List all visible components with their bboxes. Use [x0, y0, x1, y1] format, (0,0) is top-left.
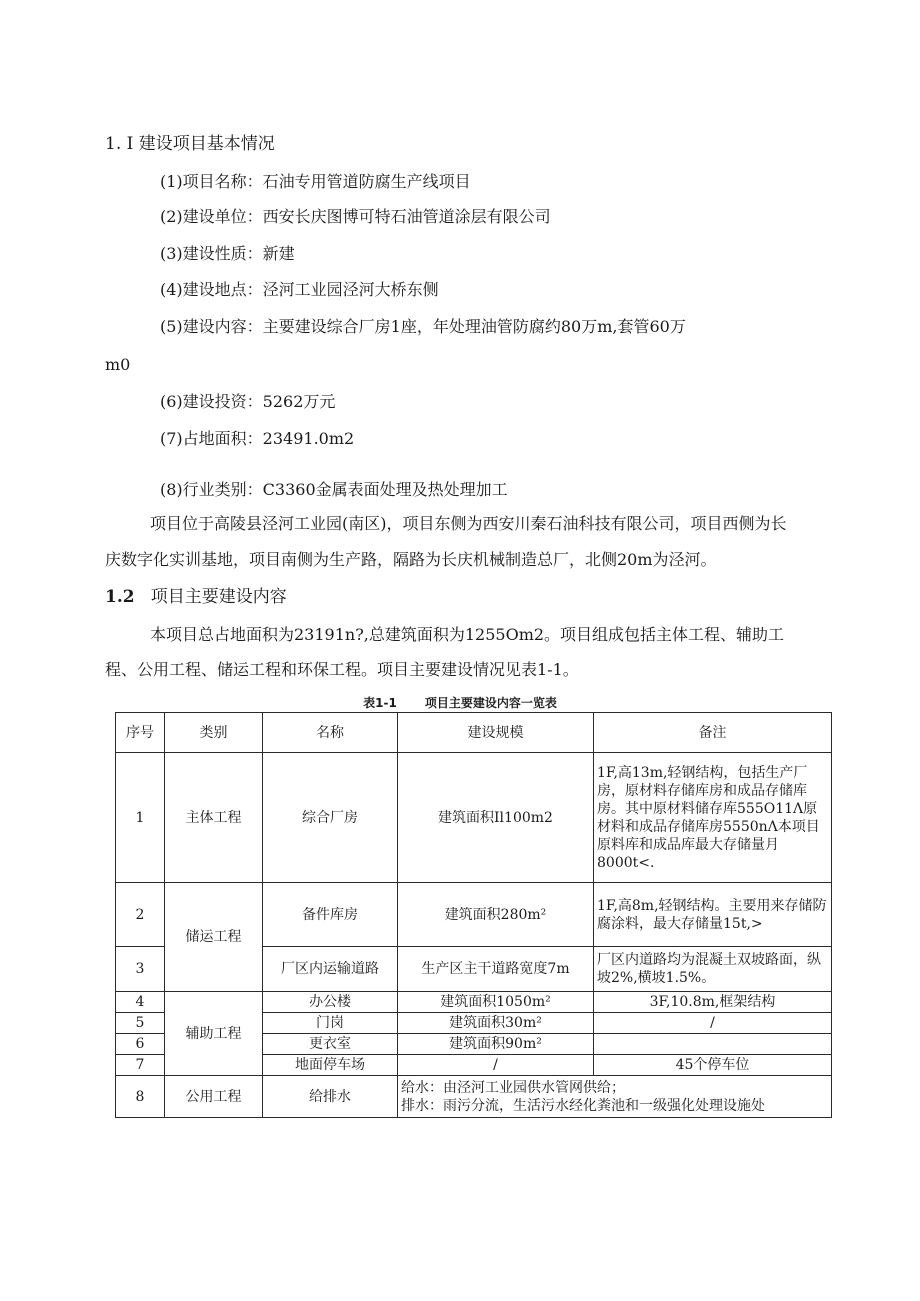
cell-name: 综合厂房 [263, 753, 398, 883]
table-row [116, 992, 832, 1013]
info-item-content: (5)建设内容：主要建设综合厂房1座，年处理油管防腐约80万m,套管60万 [160, 317, 686, 336]
cell-note: 3F,10.8m,框架结构 [594, 992, 832, 1013]
construction-table [115, 712, 832, 1118]
table-row [116, 1076, 832, 1118]
cell-name: 给排水 [263, 1076, 398, 1118]
header-category: 类别 [165, 713, 263, 753]
location-paragraph-line1: 项目位于高陵县泾河工业园(南区)，项目东侧为西安川秦石油科技有限公司，项目西侧为长 [150, 514, 787, 533]
cell-category: 储运工程 [165, 883, 263, 992]
cell-category: 公用工程 [165, 1076, 263, 1118]
cell-note-water-supply: 给水：由泾河工业园供水管网供给； [401, 1079, 625, 1096]
header-name: 名称 [263, 713, 398, 753]
cell-scale: 建筑面积30m² [398, 1013, 594, 1034]
info-item-nature: (3)建设性质：新建 [160, 244, 295, 263]
cell-scale: / [398, 1055, 594, 1076]
cell-note [398, 1076, 832, 1118]
table-row [116, 883, 832, 947]
cell-scale: 建筑面积1050m² [398, 992, 594, 1013]
table-caption-number: 表1-1 [363, 696, 397, 710]
cell-scale: 建筑面积Il100m2 [398, 753, 594, 883]
cell-scale: 建筑面积280m² [398, 883, 594, 947]
header-note: 备注 [594, 713, 832, 753]
cell-no: 3 [116, 947, 165, 992]
cell-no: 5 [116, 1013, 165, 1034]
cell-note: 1F,高13m,轻钢结构，包括生产厂房，原材料存储库房和成品存储库房。其中原材料储存库555O11Λ原材料和成品存储库房5550nΛ本项目原料库和成品库最大存储量月8000t<. [594, 753, 832, 883]
cell-no: 1 [116, 753, 165, 883]
cell-name: 更衣室 [263, 1034, 398, 1055]
cell-name: 门岗 [263, 1013, 398, 1034]
table-caption-title: 项目主要建设内容一览表 [424, 696, 557, 710]
cell-no: 7 [116, 1055, 165, 1076]
cell-name: 办公楼 [263, 992, 398, 1013]
content-paragraph-line1: 本项目总占地面积为23191n?,总建筑面积为1255Om2。项目组成包括主体工程、辅助工 [150, 625, 785, 644]
info-item-name: (1)项目名称：石油专用管道防腐生产线项目 [160, 172, 471, 191]
cell-note: / [594, 1013, 832, 1034]
cell-no: 6 [116, 1034, 165, 1055]
info-item-location: (4)建设地点：泾河工业园泾河大桥东侧 [160, 280, 439, 299]
cell-no: 8 [116, 1076, 165, 1118]
cell-name: 地面停车场 [263, 1055, 398, 1076]
info-item-content-cont: m0 [105, 355, 131, 374]
location-paragraph-line2: 庆数字化实训基地，项目南侧为生产路，隔路为长庆机械制造总厂，北侧20m为泾河。 [105, 550, 717, 569]
cell-category: 主体工程 [165, 753, 263, 883]
section-2-heading [105, 587, 287, 607]
info-item-area: (7)占地面积：23491.0m2 [160, 429, 355, 448]
cell-scale: 生产区主干道路宽度7m [398, 947, 594, 992]
cell-note-drainage: 排水：雨污分流，生活污水经化粪池和一级强化处理设施处 [401, 1097, 765, 1114]
cell-note: 厂区内道路均为混凝土双坡路面，纵坡2%,横坡1.5%。 [594, 947, 832, 992]
header-no: 序号 [116, 713, 165, 753]
cell-no: 2 [116, 883, 165, 947]
info-item-unit: (2)建设单位：西安长庆图博可特石油管道涂层有限公司 [160, 207, 551, 226]
table-caption [0, 694, 920, 711]
cell-note: 45个停车位 [594, 1055, 832, 1076]
info-item-investment: (6)建设投资：5262万元 [160, 392, 336, 411]
section-2-title: 项目主要建设内容 [150, 587, 287, 607]
cell-note [594, 1034, 832, 1055]
table-header-row [116, 713, 832, 753]
cell-name: 备件库房 [263, 883, 398, 947]
cell-note: 1F,高8m,轻钢结构。主要用来存储防腐涂料，最大存储量15t,> [594, 883, 832, 947]
section-heading: 1. I 建设项目基本情况 [105, 134, 275, 154]
cell-category: 辅助工程 [165, 992, 263, 1076]
section-2-number: 1.2 [105, 587, 135, 607]
cell-no: 4 [116, 992, 165, 1013]
cell-name: 厂区内运输道路 [263, 947, 398, 992]
content-paragraph-line2: 程、公用工程、储运工程和环保工程。项目主要建设情况见表1-1。 [105, 660, 579, 679]
info-item-industry: (8)行业类别：C3360金属表面处理及热处理加工 [160, 480, 508, 499]
table-row [116, 753, 832, 883]
header-scale: 建设规模 [398, 713, 594, 753]
cell-scale: 建筑面积90m² [398, 1034, 594, 1055]
